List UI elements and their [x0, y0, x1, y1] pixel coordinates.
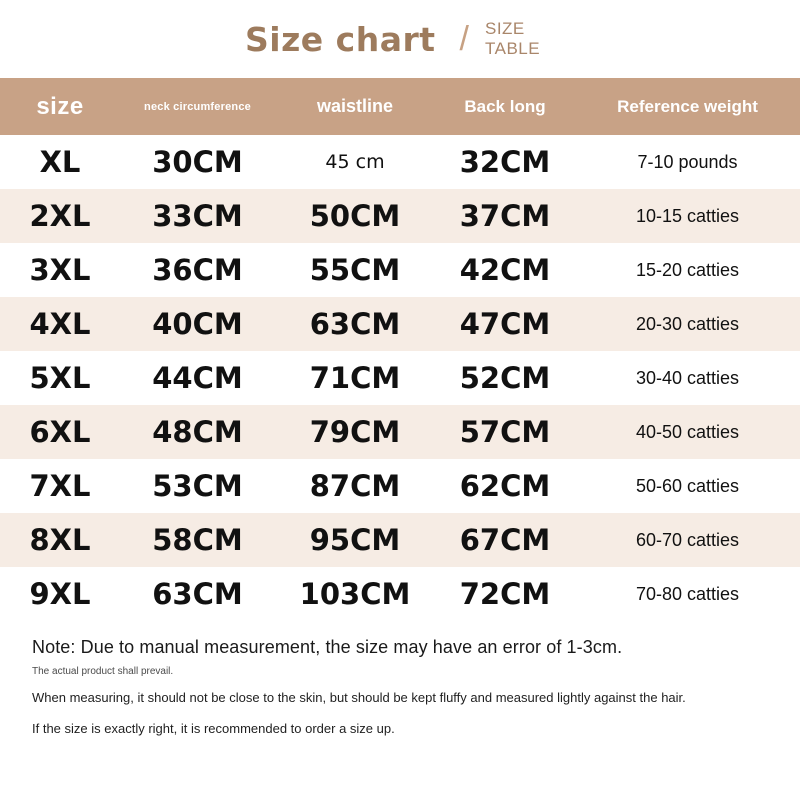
cell-reference-weight: 15-20 catties — [635, 259, 740, 280]
cell-waistline: 103CM — [299, 577, 411, 611]
cell-back-long: 62CM — [459, 469, 551, 503]
cell-neck: 36CM — [152, 253, 243, 287]
cell-waistline: 50CM — [309, 199, 401, 233]
cell-waistline: 45 cm — [325, 151, 385, 173]
cell-reference-weight: 30-40 catties — [635, 367, 740, 388]
title-divider: / — [459, 19, 469, 58]
table-row — [0, 297, 800, 351]
cell-waistline: 87CM — [309, 469, 401, 503]
note-measurement-error: Note: Due to manual measurement, the size may have an error of 1-3cm. — [32, 637, 623, 657]
cell-reference-weight: 50-60 catties — [635, 475, 740, 496]
cell-back-long: 47CM — [459, 307, 551, 341]
cell-size: 2XL — [29, 199, 91, 233]
table-header-row — [0, 78, 800, 135]
cell-back-long: 67CM — [459, 523, 551, 557]
cell-size: 5XL — [29, 361, 91, 395]
cell-neck: 40CM — [152, 307, 243, 341]
note-measuring-tip: When measuring, it should not be close to the skin, but should be kept fluffy and measured lightly against the hair. — [32, 690, 686, 705]
note-size-up-tip: If the size is exactly right, it is recommended to order a size up. — [32, 721, 395, 736]
cell-neck: 30CM — [152, 145, 243, 179]
cell-size: 8XL — [29, 523, 91, 557]
cell-back-long: 37CM — [459, 199, 551, 233]
cell-size: 7XL — [29, 469, 91, 503]
cell-reference-weight: 40-50 catties — [635, 421, 740, 442]
cell-neck: 53CM — [152, 469, 243, 503]
cell-neck: 63CM — [152, 577, 243, 611]
cell-back-long: 72CM — [459, 577, 551, 611]
column-header-neck: neck circumference — [144, 100, 251, 113]
table-row — [0, 243, 800, 297]
cell-size: XL — [39, 145, 81, 179]
table-row — [0, 405, 800, 459]
cell-reference-weight: 7-10 pounds — [637, 151, 738, 172]
cell-neck: 48CM — [152, 415, 243, 449]
notes-section — [0, 621, 800, 736]
cell-size: 4XL — [29, 307, 91, 341]
cell-reference-weight: 70-80 catties — [635, 583, 740, 604]
cell-size: 9XL — [29, 577, 91, 611]
column-header-back-long: Back long — [464, 96, 546, 116]
cell-back-long: 42CM — [459, 253, 551, 287]
cell-size: 6XL — [29, 415, 91, 449]
table-row — [0, 567, 800, 621]
size-table — [0, 78, 800, 621]
cell-waistline: 63CM — [309, 307, 401, 341]
table-row — [0, 351, 800, 405]
cell-reference-weight: 20-30 catties — [635, 313, 740, 334]
cell-back-long: 52CM — [459, 361, 551, 395]
table-row — [0, 189, 800, 243]
cell-waistline: 55CM — [309, 253, 401, 287]
page-title: Size chart — [245, 19, 436, 59]
cell-neck: 44CM — [152, 361, 243, 395]
cell-reference-weight: 10-15 catties — [635, 205, 740, 226]
cell-waistline: 79CM — [309, 415, 401, 449]
header-title-group — [245, 19, 555, 58]
page-header — [0, 0, 800, 78]
note-actual-product: The actual product shall prevail. — [32, 666, 174, 677]
column-header-waistline: waistline — [316, 96, 394, 116]
cell-waistline: 95CM — [309, 523, 401, 557]
table-row — [0, 513, 800, 567]
cell-neck: 33CM — [152, 199, 243, 233]
cell-back-long: 57CM — [459, 415, 551, 449]
cell-reference-weight: 60-70 catties — [635, 529, 740, 550]
cell-neck: 58CM — [152, 523, 243, 557]
cell-waistline: 71CM — [309, 361, 401, 395]
column-header-reference-weight: Reference weight — [617, 96, 758, 116]
column-header-size: size — [36, 92, 84, 120]
page-subtitle: SIZE TABLE — [484, 19, 541, 58]
table-row — [0, 135, 800, 189]
table-row — [0, 459, 800, 513]
cell-back-long: 32CM — [459, 145, 551, 179]
cell-size: 3XL — [29, 253, 91, 287]
